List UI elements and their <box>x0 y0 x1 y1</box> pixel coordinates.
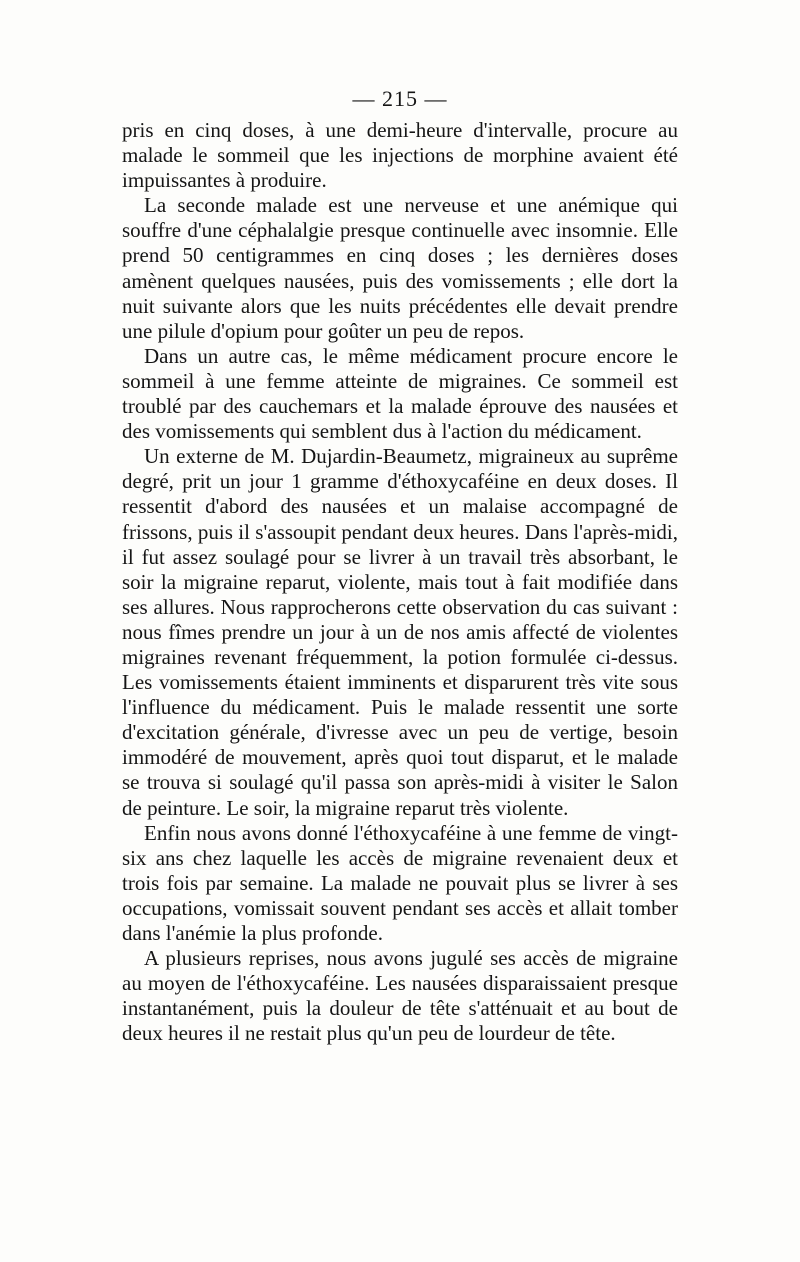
body-text <box>122 118 678 1046</box>
paragraph: pris en cinq doses, à une demi-heure d'intervalle, procure au malade le sommeil que les injections de morphine avaient été impuissantes à produire. <box>122 118 678 193</box>
paragraph: Un externe de M. Dujardin-Beaumetz, migraineux au suprême degré, prit un jour 1 gramme d'éthoxycaféine en deux doses. Il ressentit d'abord des nausées et un malaise accompagné de frissons, puis il s'assoupit pendant deux heures. Dans l'après-midi, il fut assez soulagé pour se livrer à un travail très absorbant, le soir la migraine reparut, violente, mais tout à fait modifiée dans ses allures. Nous rapprocherons cette observation du cas suivant : nous fîmes prendre un jour à un de nos amis affecté de violentes migraines revenant fréquemment, la potion formulée ci-dessus. Les vomissements étaient imminents et disparurent très vite sous l'influence du médicament. Puis le malade ressentit une sorte d'excitation générale, d'ivresse avec un peu de vertige, besoin immodéré de mouvement, après quoi tout disparut, et le malade se trouva si soulagé qu'il passa son après-midi à visiter le Salon de peinture. Le soir, la migraine reparut très violente. <box>122 444 678 820</box>
paragraph: La seconde malade est une nerveuse et une anémique qui souffre d'une céphalalgie presque continuelle avec insomnie. Elle prend 50 centigrammes en cinq doses ; les dernières doses amènent quelques nausées, puis des vomissements ; elle dort la nuit suivante alors que les nuits précédentes elle devait prendre une pilule d'opium pour goûter un peu de repos. <box>122 193 678 343</box>
paragraph: Dans un autre cas, le même médicament procure encore le sommeil à une femme atteinte de migraines. Ce sommeil est troublé par des cauchemars et la malade éprouve des nausées et des vomissements qui semblent dus à l'action du médicament. <box>122 343 678 444</box>
paragraph: A plusieurs reprises, nous avons jugulé ses accès de migraine au moyen de l'éthoxycaféine. Les nausées disparaissaient presque instantanément, puis la douleur de tête s'atténuait et au bout de deux heures il ne restait plus qu'un peu de lourdeur de tête. <box>122 946 678 1046</box>
page-number: — 215 — <box>352 86 448 111</box>
paragraph: Enfin nous avons donné l'éthoxycaféine à une femme de vingt-six ans chez laquelle les accès de migraine revenaient deux et trois fois par semaine. La malade ne pouvait plus se livrer à ses occupations, vomissait souvent pendant ses accès et allait tomber dans l'anémie la plus profonde. <box>122 820 678 945</box>
